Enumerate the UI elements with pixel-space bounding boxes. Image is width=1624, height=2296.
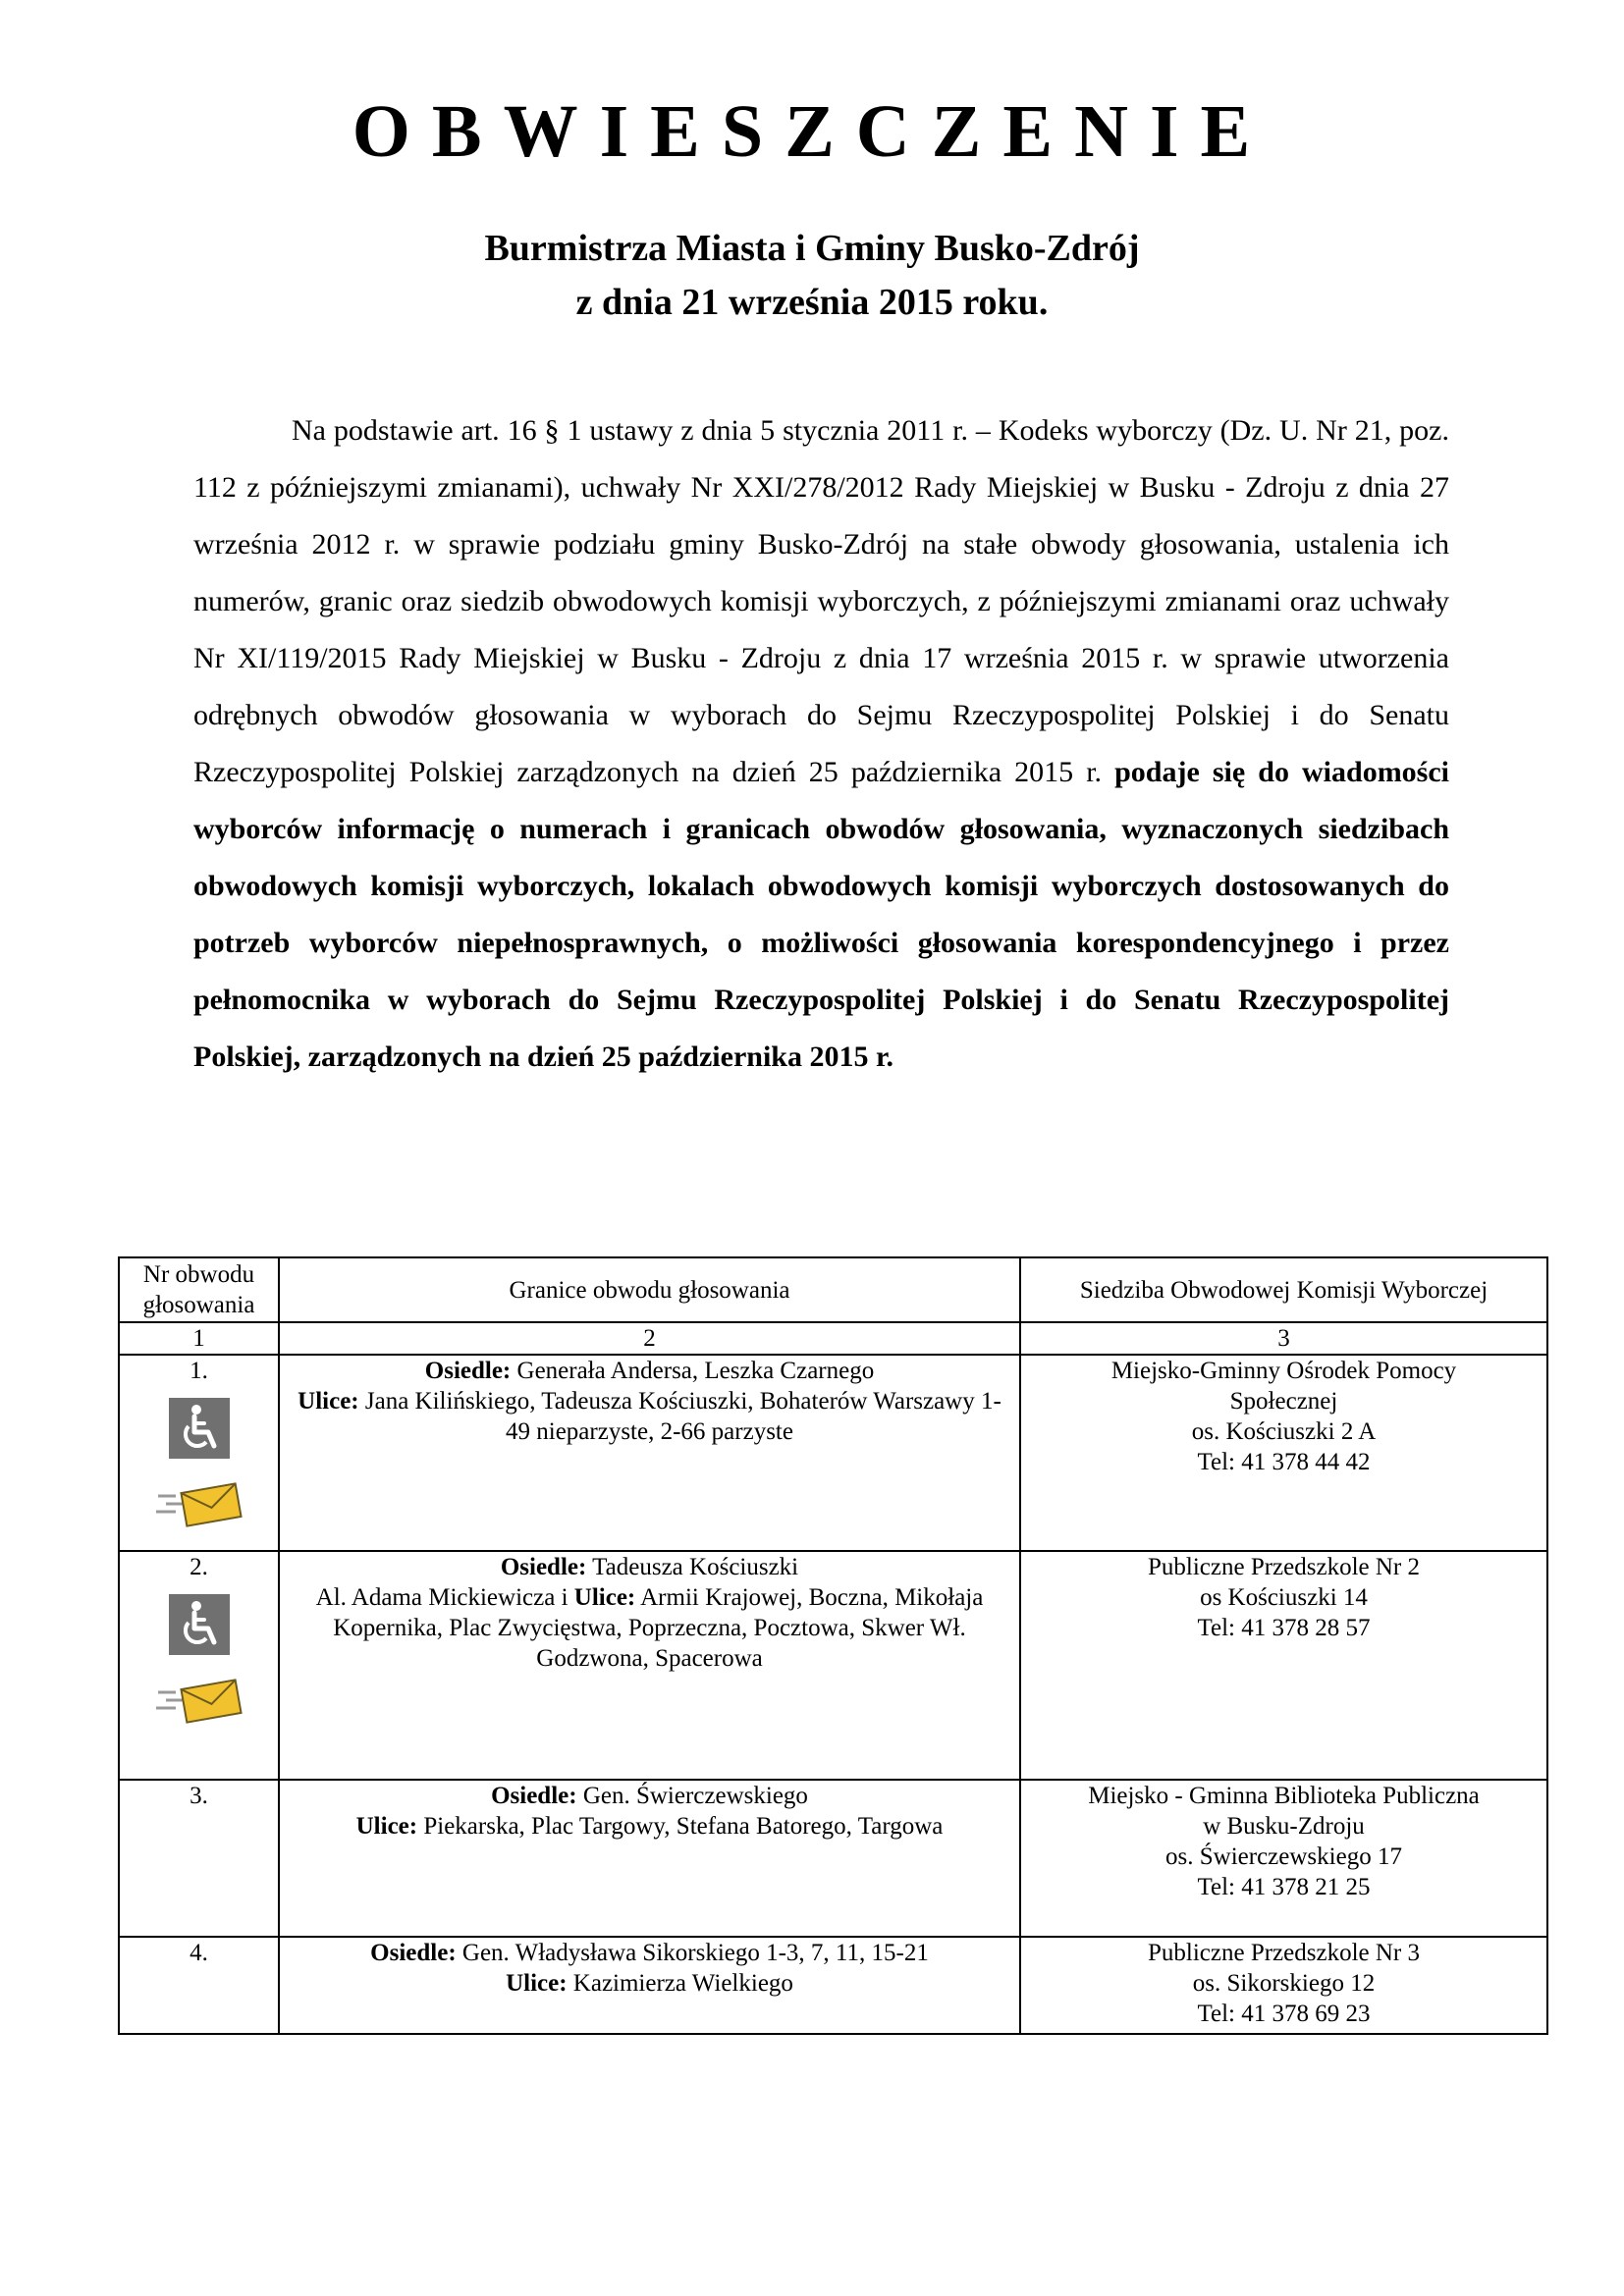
- seat-line: Miejsko-Gminny Ośrodek Pomocy: [1110, 1358, 1457, 1384]
- seat-line: Miejsko - Gminna Biblioteka Publiczna: [1088, 1783, 1480, 1809]
- seat-line: Tel: 41 378 44 42: [1197, 1449, 1371, 1475]
- seat-line: Publiczne Przedszkole Nr 3: [1147, 1940, 1420, 1966]
- circuit-boundaries-cell: [279, 1551, 1020, 1780]
- table-row: [119, 1355, 1547, 1551]
- table-body: [119, 1355, 1547, 2034]
- circuit-number-block: [126, 1781, 272, 1811]
- osiedle-line: [286, 1552, 1013, 1582]
- osiedle-value: Tadeusza Kościuszki: [586, 1554, 799, 1580]
- ulice-value: Jana Kilińskiego, Tadeusza Kościuszki, Bohaterów Warszawy 1-49 nieparzyste, 2-66 parzyste: [358, 1388, 1001, 1445]
- ulice-line: [286, 1811, 1013, 1842]
- column-number: 2: [279, 1322, 1020, 1355]
- seat-line: Tel: 41 378 69 23: [1197, 2001, 1371, 2027]
- envelope-icon: [154, 1679, 244, 1732]
- osiedle-line: [286, 1781, 1013, 1811]
- seat-line: os. Kościuszki 2 A: [1191, 1418, 1377, 1445]
- circuit-boundaries-cell: [279, 1937, 1020, 2034]
- header-commission-seat: Siedziba Obwodowej Komisji Wyborczej: [1020, 1257, 1547, 1322]
- circuit-number: 4.: [189, 1940, 208, 1966]
- table-header-row: [119, 1257, 1547, 1322]
- table-row: [119, 1937, 1547, 2034]
- commission-seat-cell: [1020, 1780, 1547, 1937]
- column-number: 1: [119, 1322, 279, 1355]
- table-row: [119, 1551, 1547, 1780]
- ulice-value: Armii Krajowej, Boczna, Mikołaja Kopernika, Plac Zwycięstwa, Poprzeczna, Pocztowa, Skwer Wł. Godzwona, Spacerowa: [333, 1584, 984, 1672]
- circuit-number-cell: [119, 1937, 279, 2034]
- page-subtitle: [0, 222, 1624, 330]
- ulice-label: Ulice:: [506, 1970, 568, 1997]
- seat-line: Tel: 41 378 21 25: [1197, 1874, 1371, 1900]
- ulice-label: Ulice:: [298, 1388, 359, 1415]
- circuit-number: 2.: [189, 1554, 208, 1580]
- ulice-line: [286, 1386, 1013, 1447]
- seat-line: Publiczne Przedszkole Nr 2: [1147, 1554, 1420, 1580]
- circuit-number-cell: [119, 1551, 279, 1780]
- osiedle-line: [286, 1356, 1013, 1386]
- subtitle-date: z dnia 21 września 2015 roku.: [575, 282, 1049, 323]
- osiedle-label: Osiedle:: [370, 1940, 457, 1966]
- voting-circuits-table: [118, 1256, 1548, 2035]
- wheelchair-icon: [169, 1594, 230, 1655]
- ulice-prefix: Al. Adama Mickiewicza i: [315, 1584, 574, 1611]
- circuit-number-cell: [119, 1355, 279, 1551]
- header-circuit-number: [119, 1257, 279, 1322]
- osiedle-label: Osiedle:: [500, 1554, 587, 1580]
- osiedle-value: Generała Andersa, Leszka Czarnego: [511, 1358, 875, 1384]
- page-title: OBWIESZCZENIE: [352, 90, 1272, 173]
- circuit-boundaries-cell: [279, 1780, 1020, 1937]
- osiedle-value: Gen. Świerczewskiego: [576, 1783, 808, 1809]
- ulice-label: Ulice:: [573, 1584, 636, 1611]
- intro-paragraph: [193, 402, 1449, 1086]
- circuit-number: 1.: [189, 1358, 208, 1384]
- seat-line: os. Świerczewskiego 17: [1165, 1843, 1402, 1870]
- ulice-value: Piekarska, Plac Targowy, Stefana Batorego, Targowa: [417, 1813, 944, 1840]
- commission-seat-cell: [1020, 1355, 1547, 1551]
- header-circuit-number-line2: głosowania: [142, 1292, 255, 1318]
- header-boundaries: Granice obwodu głosowania: [279, 1257, 1020, 1322]
- circuit-number: 3.: [189, 1783, 208, 1809]
- table-row: [119, 1780, 1547, 1937]
- seat-line: os Kościuszki 14: [1200, 1584, 1368, 1611]
- ulice-label: Ulice:: [355, 1813, 418, 1840]
- osiedle-line: [286, 1938, 1013, 1968]
- seat-line: Społecznej: [1229, 1388, 1338, 1415]
- intro-announcement: podaje się do wiadomości wyborców informację o numerach i granicach obwodów głosowania, wyznaczonych siedzibach obwodowych komisji wyborczych, lokalach obwodowych komisji wyborczych dostosowanych do potrzeb wyborców niepełnosprawnych, o możliwości głosowania korespondencyjnego i przez pełnomocnika w wyborach do Sejmu Rzeczypospolitej Polskiej i do Senatu Rzeczypospolitej Polskiej, zarządzonych na dzień 25 października 2015 r.: [193, 756, 1450, 1073]
- subtitle-issuer: Burmistrza Miasta i Gminy Busko-Zdrój: [484, 228, 1140, 269]
- circuit-number-cell: [119, 1780, 279, 1937]
- osiedle-value: Gen. Władysława Sikorskiego 1-3, 7, 11, 15-21: [456, 1940, 929, 1966]
- osiedle-label: Osiedle:: [424, 1358, 512, 1384]
- ulice-line: [286, 1968, 1013, 1999]
- ulice-line: [286, 1582, 1013, 1674]
- header-circuit-number-line1: Nr obwodu: [142, 1261, 255, 1288]
- osiedle-label: Osiedle:: [491, 1783, 577, 1809]
- circuit-number-block: [126, 1356, 272, 1535]
- intro-legal-basis: Na podstawie art. 16 § 1 ustawy z dnia 5 stycznia 2011 r. – Kodeks wyborczy (Dz. U. Nr 21, poz. 112 z późniejszymi zmianami), uchwały Nr XXI/278/2012 Rady Miejskiej w Busku - Zdroju z dnia 27 września 2012 r. w sprawie podziału gminy Busko-Zdrój na stałe obwody głosowania, ustalenia ich numerów, granic oraz siedzib obwodowych komisji wyborczych, z późniejszymi zmianami oraz uchwały Nr XI/119/2015 Rady Miejskiej w Busku - Zdroju z dnia 17 września 2015 r. w sprawie utworzenia odrębnych obwodów głosowania w wyborach do Sejmu Rzeczypospolitej Polskiej i do Senatu Rzeczypospolitej Polskiej zarządzonych na dzień 25 października 2015 r.: [193, 414, 1449, 788]
- seat-line: w Busku-Zdroju: [1203, 1813, 1365, 1840]
- envelope-icon: [154, 1482, 244, 1535]
- table-column-numbering-row: [119, 1322, 1547, 1355]
- circuit-number-block: [126, 1552, 272, 1732]
- commission-seat-cell: [1020, 1937, 1547, 2034]
- seat-line: os. Sikorskiego 12: [1192, 1970, 1376, 1997]
- ulice-value: Kazimierza Wielkiego: [567, 1970, 793, 1997]
- commission-seat-cell: [1020, 1551, 1547, 1780]
- seat-line: Tel: 41 378 28 57: [1197, 1615, 1371, 1641]
- wheelchair-icon: [169, 1398, 230, 1459]
- circuit-number-block: [126, 1938, 272, 1968]
- circuit-boundaries-cell: [279, 1355, 1020, 1551]
- column-number: 3: [1020, 1322, 1547, 1355]
